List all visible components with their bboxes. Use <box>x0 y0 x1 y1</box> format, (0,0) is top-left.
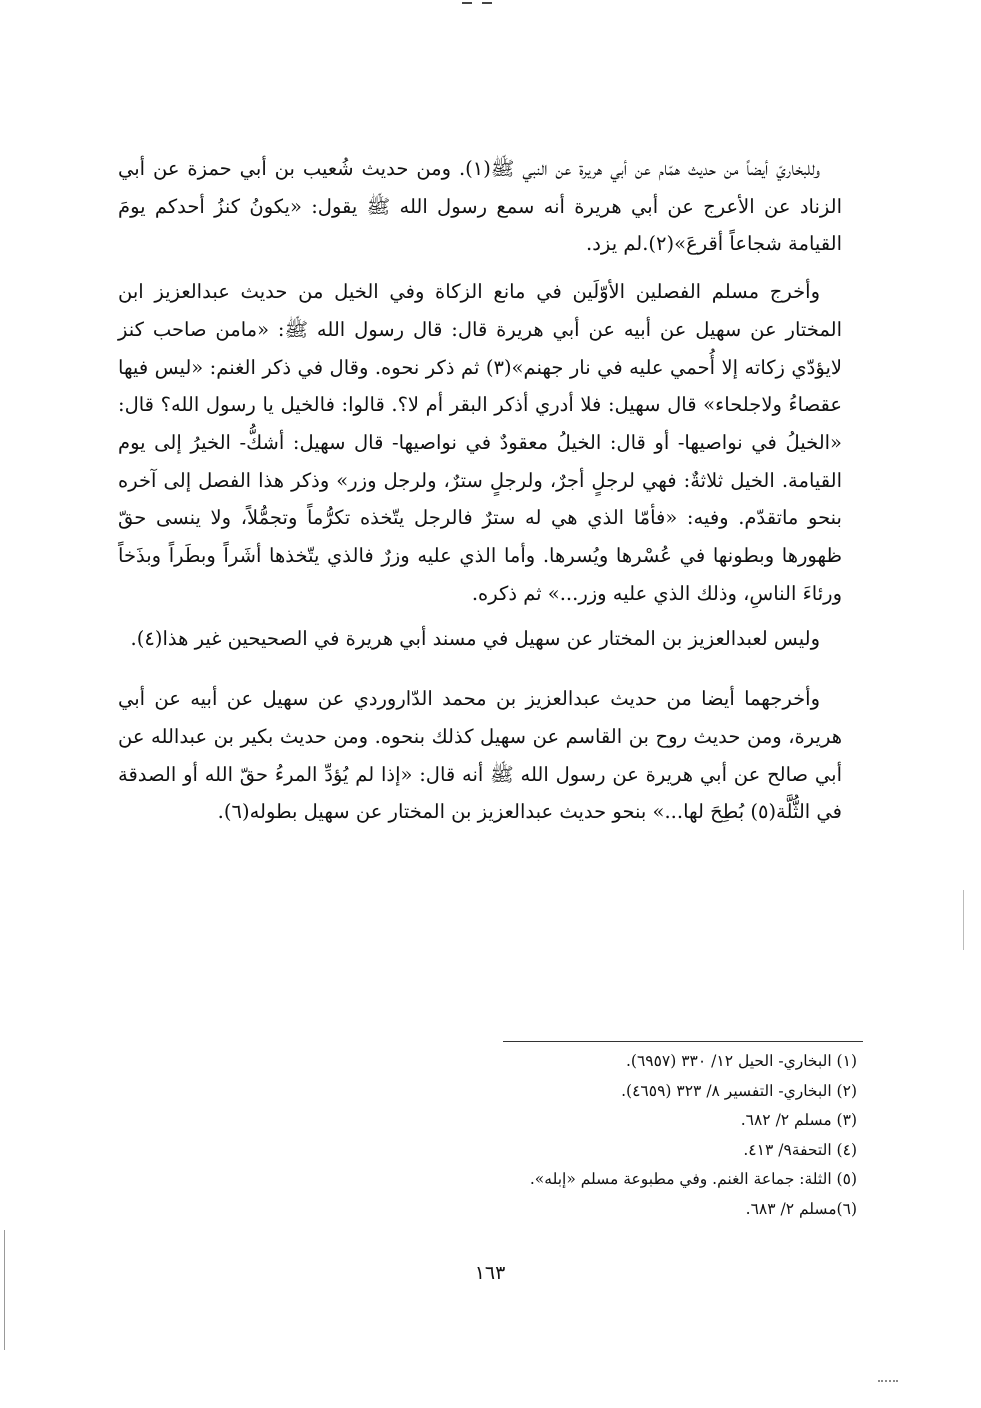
footnote-4: (٤) التحفة٩/ ٤١٣. <box>743 1140 857 1159</box>
scan-mark <box>482 2 492 4</box>
paragraph-2: وأخرج مسلم الفصلين الأوّلَين في مانع الزكاة وفي الخيل من حديث عبدالعزيز ابن المختار عن سهيل عن أبيه عن أبي هريرة قال: قال رسول الله ﷺ: «مامن صاحب كنز لايؤدّي زكاته إلا أُحمي عليه في نار جهنم»(٣) ثم ذكر نحوه. وقال في ذكر الغنم: «ليس فيها عقصاءُ ولاجلحاء» قال سهيل: فلا أدري أذكر البقر أم لا؟. قالوا: فالخيل يا رسول الله؟ قال: «الخيلُ في نواصيها- أو قال: الخيلُ معقودٌ في نواصيها- قال سهيل: أشكُّ- الخيرُ إلى يوم القيامة. الخيل ثلاثةٌ: فهي لرجلٍ أجرٌ، ولرجلٍ سترٌ، ولرجل وزر» وذكر هذا الفصل إلى آخره بنحو ماتقدّم. وفيه: «فأمّا الذي هي له سترٌ فالرجل يتّخذه تكرُّماً وتجمُّلاً، ولا ينسى حقّ ظهورها وبطونها في عُسْرها ويُسرها. وأما الذي عليه وزرٌ فالذي يتّخذها أشَراً وبطَراً وبذَخاً ورئاءَ الناسِ، وذلك الذي عليه وزر...» ثم ذكره. <box>118 280 842 605</box>
paragraph-3: وليس لعبدالعزيز بن المختار عن سهيل في مسند أبي هريرة في الصحيحين غير هذا(٤). <box>130 627 820 651</box>
scan-edge-line <box>963 890 964 950</box>
scan-edge-line <box>4 1230 5 1350</box>
page-number: ١٦٣ <box>474 1262 506 1284</box>
footnotes <box>139 1047 863 1224</box>
footnote-1: (١) البخاري- الحيل ١٢/ ٣٣٠ (٦٩٥٧). <box>625 1052 857 1070</box>
scan-top-marks <box>460 2 500 8</box>
paragraph-1: وللبخاريّ أيضاً من حديث همّام عن أبي هريرة عن النبي ﷺ(١). ومن حديث شُعيب بن أبي حمزة عن أبي الزناد عن الأعرج عن أبي هريرة أنه سمع رسول الله ﷺ يقول: «يكونُ كنزُ أحدكم يومَ القيامة شجاعاً أقرعَ»(٢).لم يزد. <box>118 157 842 256</box>
footnote-6: (٦)مسلم ٢/ ٦٨٣. <box>745 1199 857 1218</box>
footnote-divider <box>503 1041 863 1042</box>
footnote-3: (٣) مسلم ٢/ ٦٨٢. <box>740 1111 857 1129</box>
footnote-2: (٢) البخاري- التفسير ٨/ ٣٢٣ (٤٦٥٩). <box>621 1081 857 1100</box>
scan-mark <box>462 2 472 4</box>
scan-dots <box>878 1380 898 1384</box>
footnote-5: (٥) الثلة: جماعة الغنم. وفي مطبوعة مسلم «إبله». <box>529 1170 857 1188</box>
main-text <box>118 150 842 841</box>
paragraph-4: وأخرجهما أيضا من حديث عبدالعزيز بن محمد الدّاروردي عن سهيل عن أبيه عن أبي هريرة، ومن حديث روح بن القاسم عن سهيل كذلك بنحوه. ومن حديث بكير بن عبدالله عن أبي صالح عن أبي هريرة عن رسول الله ﷺ أنه قال: «إذا لم يُؤدِّ المرءُ حقّ الله أو الصدقة في الثُّلَّة(٥) بُطِحَ لها...» بنحو حديث عبدالعزيز بن المختار عن سهيل بطوله(٦). <box>118 687 842 824</box>
